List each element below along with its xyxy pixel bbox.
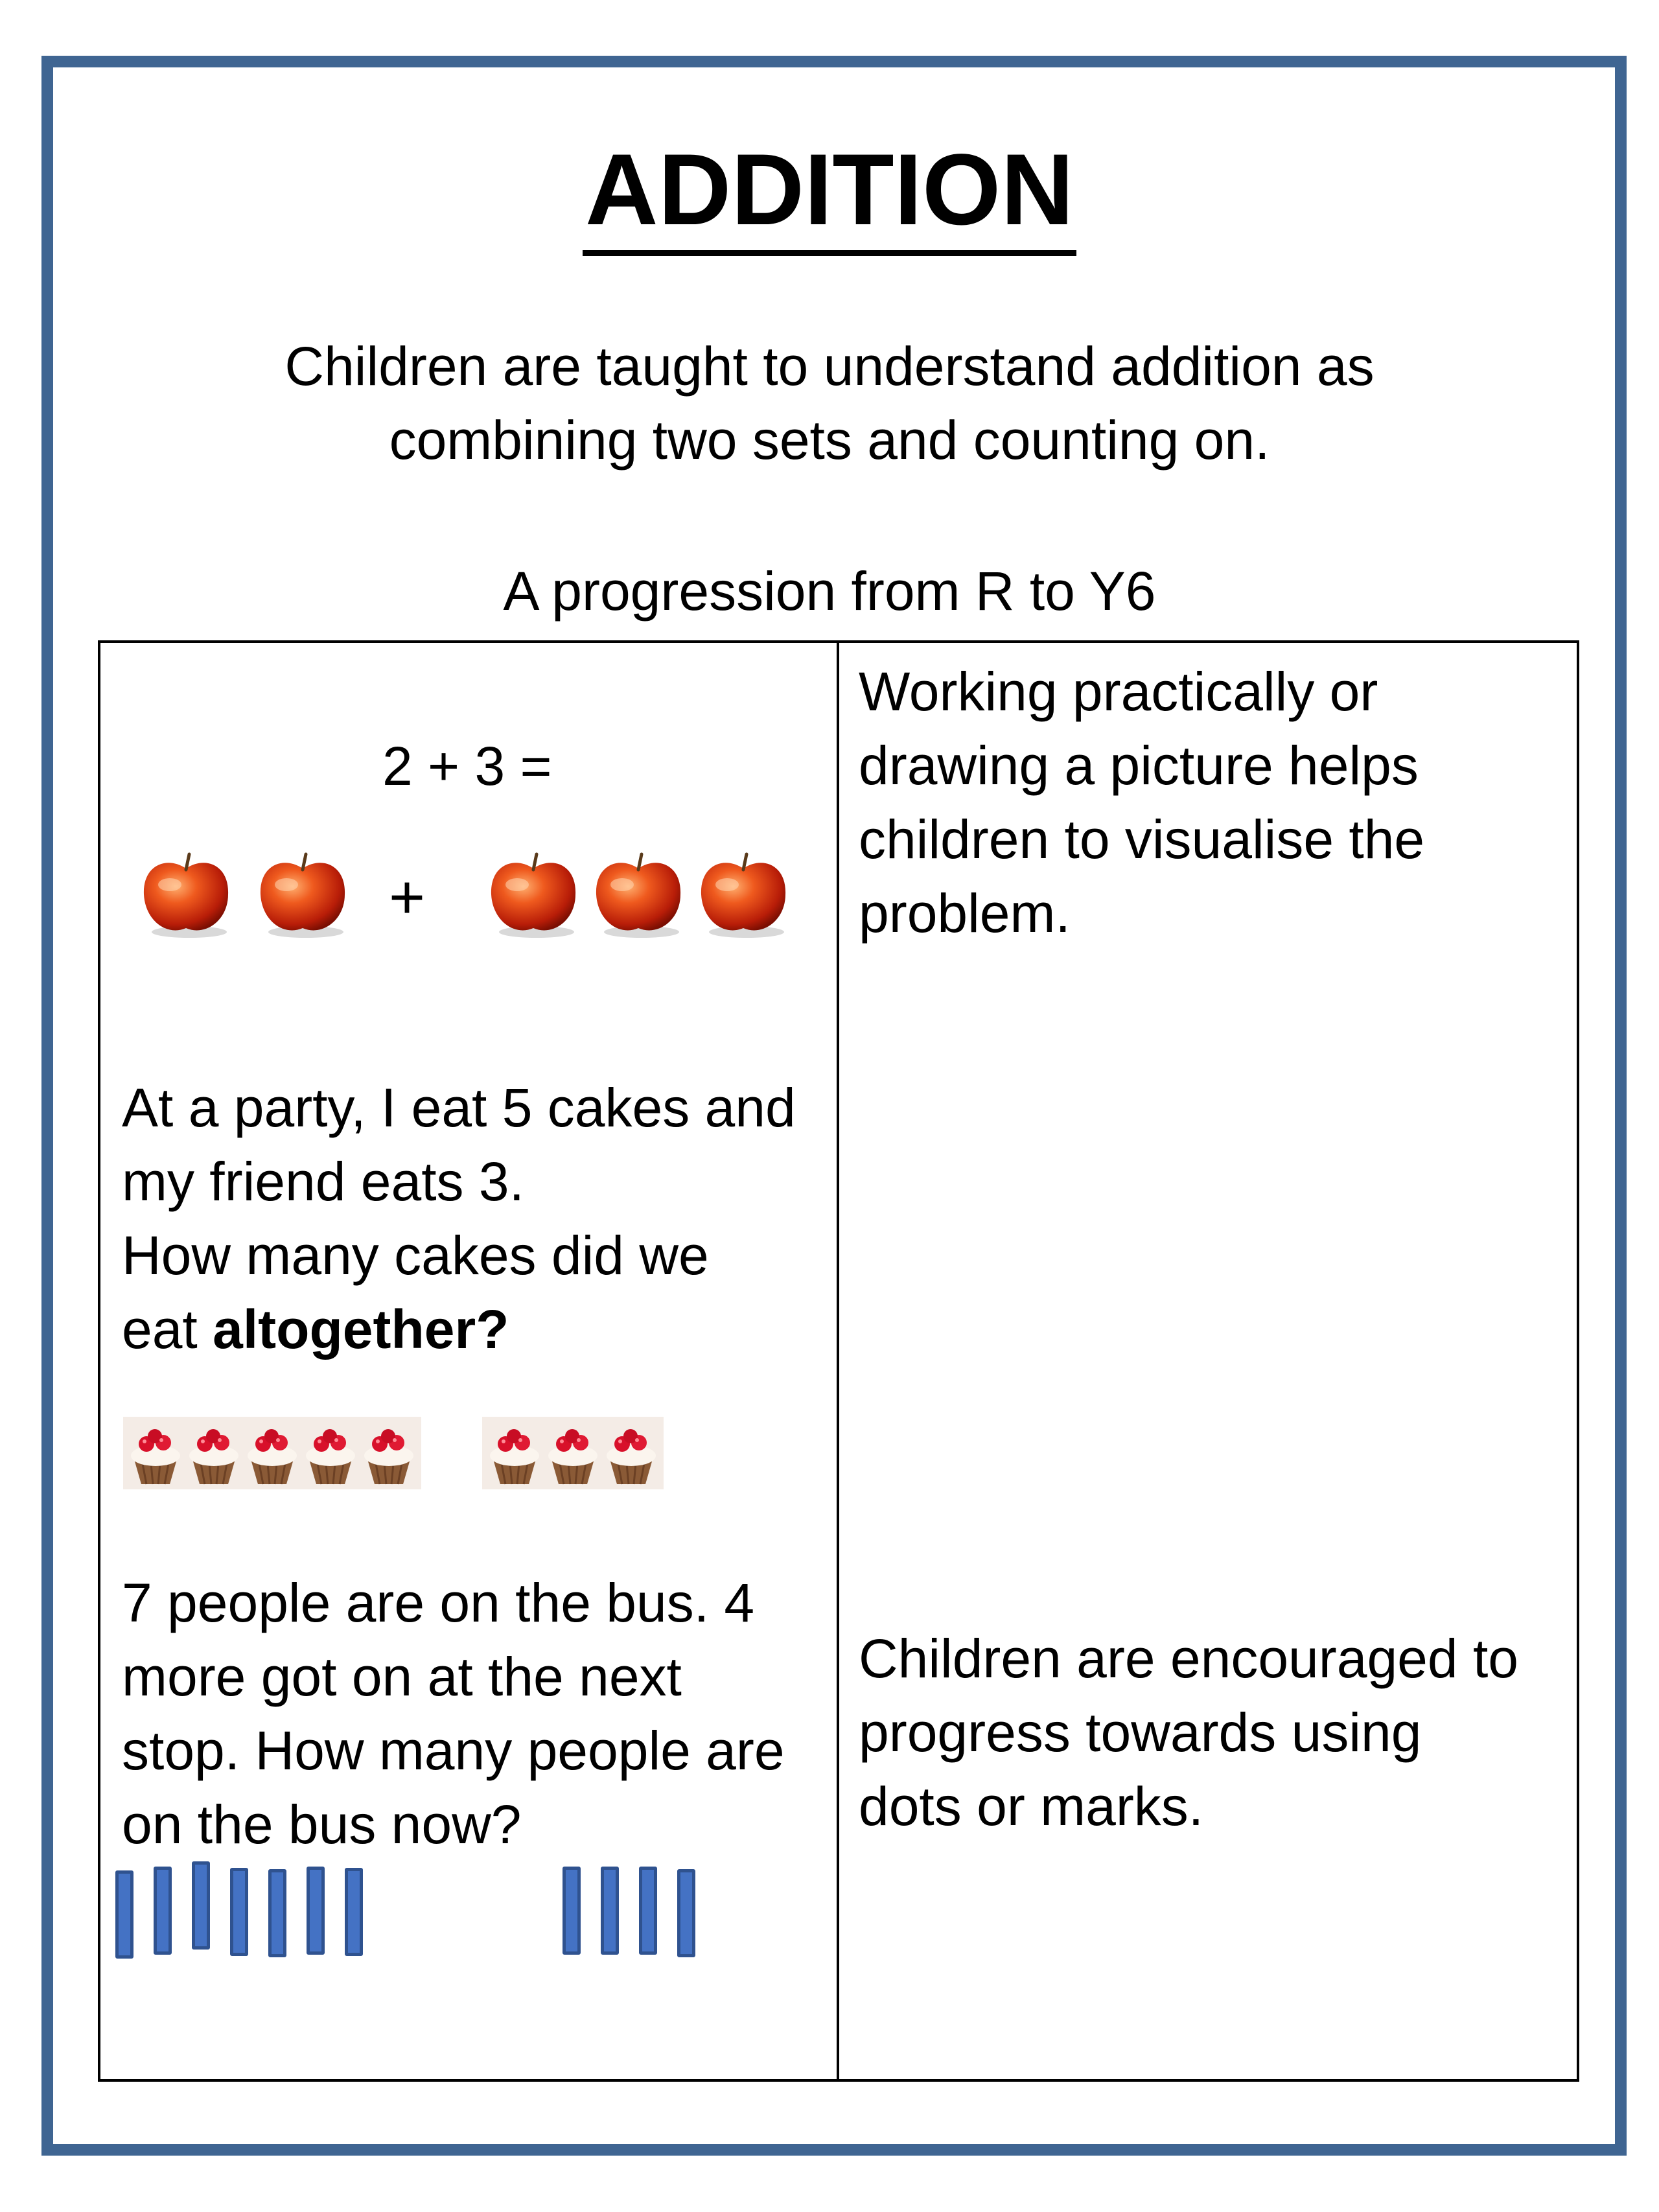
emphasis-altogether: altogether? [213, 1299, 509, 1360]
tally-mark [563, 1867, 581, 1955]
note-practical: Working practically or drawing a picture helps children to visualise the problem. [859, 661, 1425, 944]
tally-mark [639, 1867, 657, 1955]
apple-icon [254, 849, 351, 940]
cupcake-icon [486, 1419, 543, 1487]
equation-text: 2 + 3 = [382, 736, 552, 797]
cupcake-icon [360, 1419, 417, 1487]
apple-icon [485, 849, 582, 940]
plus-sign: + [389, 863, 426, 932]
tally-mark [115, 1870, 133, 1959]
tally-mark [230, 1868, 248, 1956]
cupcake-icon [185, 1419, 242, 1487]
tally-mark [154, 1867, 172, 1955]
cupcake-icon [603, 1419, 660, 1487]
bus-problem-text: 7 people are on the bus. 4 more got on at the next stop. How many people are on the bus now? [122, 1572, 785, 1855]
tally-mark [307, 1867, 325, 1955]
apple-icon [137, 849, 235, 940]
cupcake-icon [244, 1419, 301, 1487]
cupcake-icon [544, 1419, 601, 1487]
apple-icon [695, 849, 792, 940]
tally-mark [268, 1869, 286, 1957]
page-title: ADDITION [0, 139, 1659, 240]
tally-mark [677, 1869, 695, 1957]
column-divider [837, 640, 839, 2082]
cupcake-icon [127, 1419, 184, 1487]
tally-mark [601, 1867, 619, 1955]
intro-text: Children are taught to understand addition as combining two sets and counting on. [284, 336, 1375, 471]
tally-mark [192, 1861, 210, 1950]
progression-subtitle: A progression from R to Y6 [503, 561, 1156, 622]
note-dots-marks: Children are encouraged to progress towards using dots or marks. [859, 1628, 1519, 1837]
apple-icon [590, 849, 687, 940]
tally-mark [345, 1868, 363, 1956]
cakes-problem-text: At a party, I eat 5 cakes and my friend eats 3. How many cakes did we eat altogether? [122, 1077, 796, 1360]
cupcake-icon [302, 1419, 359, 1487]
